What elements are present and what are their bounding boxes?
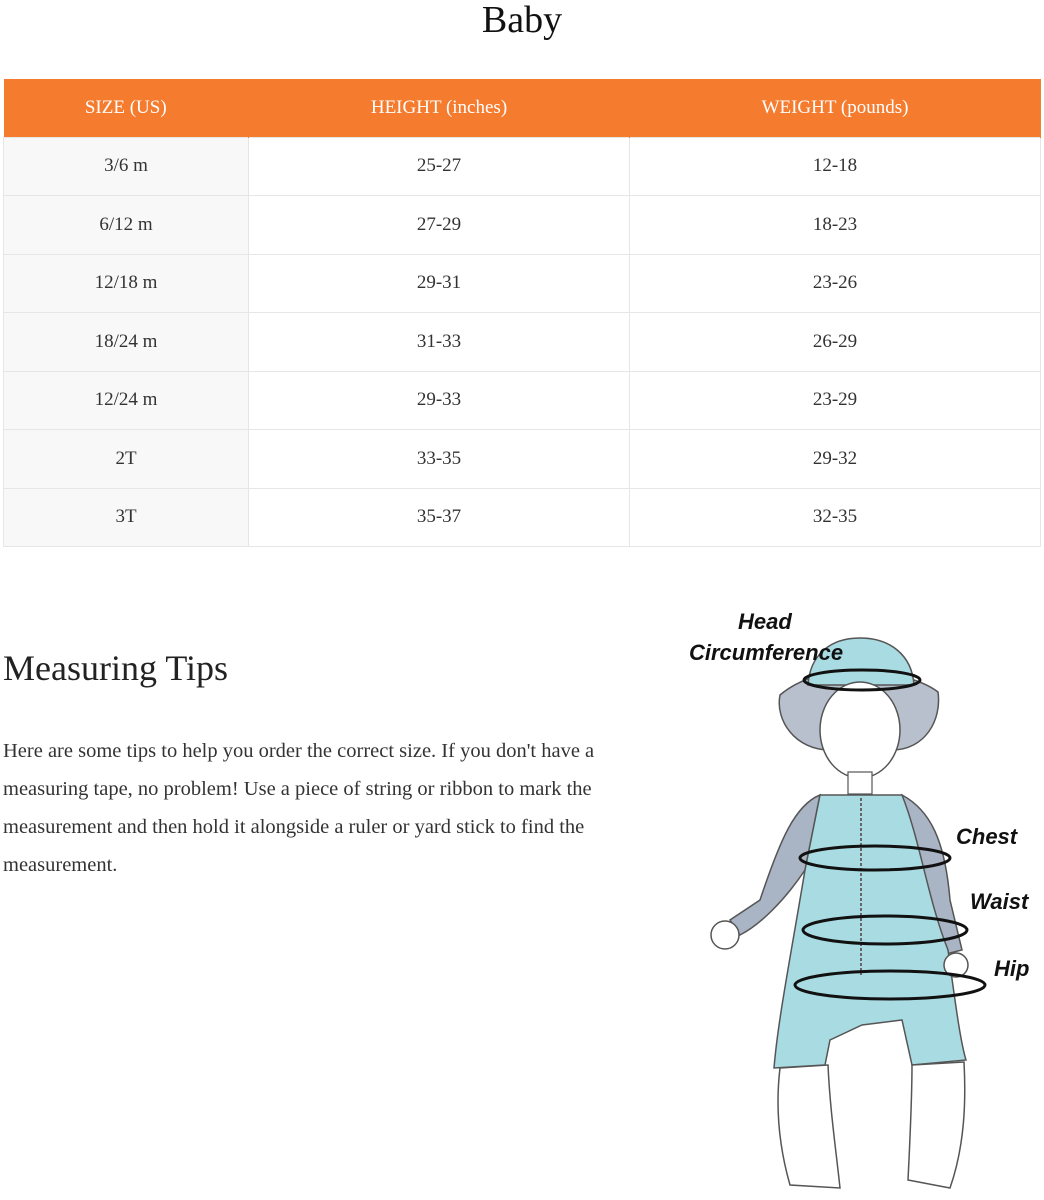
measuring-tips-heading: Measuring Tips [3,648,229,688]
weight-cell: 23-29 [630,371,1041,430]
chest-label: Chest [956,824,1018,849]
hip-label: Hip [994,956,1030,981]
weight-cell: 12-18 [630,137,1041,196]
weight-cell: 23-26 [630,254,1041,313]
measuring-illustration [680,600,1044,1200]
size-cell: 18/24 m [4,313,249,372]
header-height: HEIGHT (inches) [249,79,630,137]
table-row [4,488,1041,547]
child-face [820,682,900,778]
left-hand [711,921,739,949]
table-row [4,313,1041,372]
height-cell: 31-33 [249,313,630,372]
child-neck [848,772,872,794]
size-cell: 12/24 m [4,371,249,430]
size-cell: 3/6 m [4,137,249,196]
height-cell: 29-31 [249,254,630,313]
size-cell: 12/18 m [4,254,249,313]
header-weight: WEIGHT (pounds) [630,79,1041,137]
table-row [4,196,1041,255]
weight-cell: 32-35 [630,488,1041,547]
weight-cell: 29-32 [630,430,1041,489]
table-row [4,371,1041,430]
header-size: SIZE (US) [4,79,249,137]
height-cell: 27-29 [249,196,630,255]
table-row [4,430,1041,489]
table-row [4,137,1041,196]
height-cell: 29-33 [249,371,630,430]
left-leg [778,1065,840,1188]
height-cell: 35-37 [249,488,630,547]
height-cell: 33-35 [249,430,630,489]
weight-cell: 26-29 [630,313,1041,372]
table-header-row [4,79,1041,137]
size-cell: 3T [4,488,249,547]
head-label-line2: Circumference [689,640,844,665]
height-cell: 25-27 [249,137,630,196]
size-cell: 2T [4,430,249,489]
weight-cell: 18-23 [630,196,1041,255]
head-label-line1: Head [738,609,792,634]
measuring-tips-text: Here are some tips to help you order the correct size. If you don't have a measuring tape, no problem! Use a piece of string or ribbon to mark the measurement and then hold it alongside a ruler or yard stick to find the measurement. [3,740,595,876]
size-cell: 6/12 m [4,196,249,255]
waist-label: Waist [970,889,1029,914]
right-leg [908,1062,965,1188]
table-row [4,254,1041,313]
page-title: Baby [481,0,563,41]
child-measurement-drawing [680,600,1044,1200]
size-chart-table [3,79,1041,547]
